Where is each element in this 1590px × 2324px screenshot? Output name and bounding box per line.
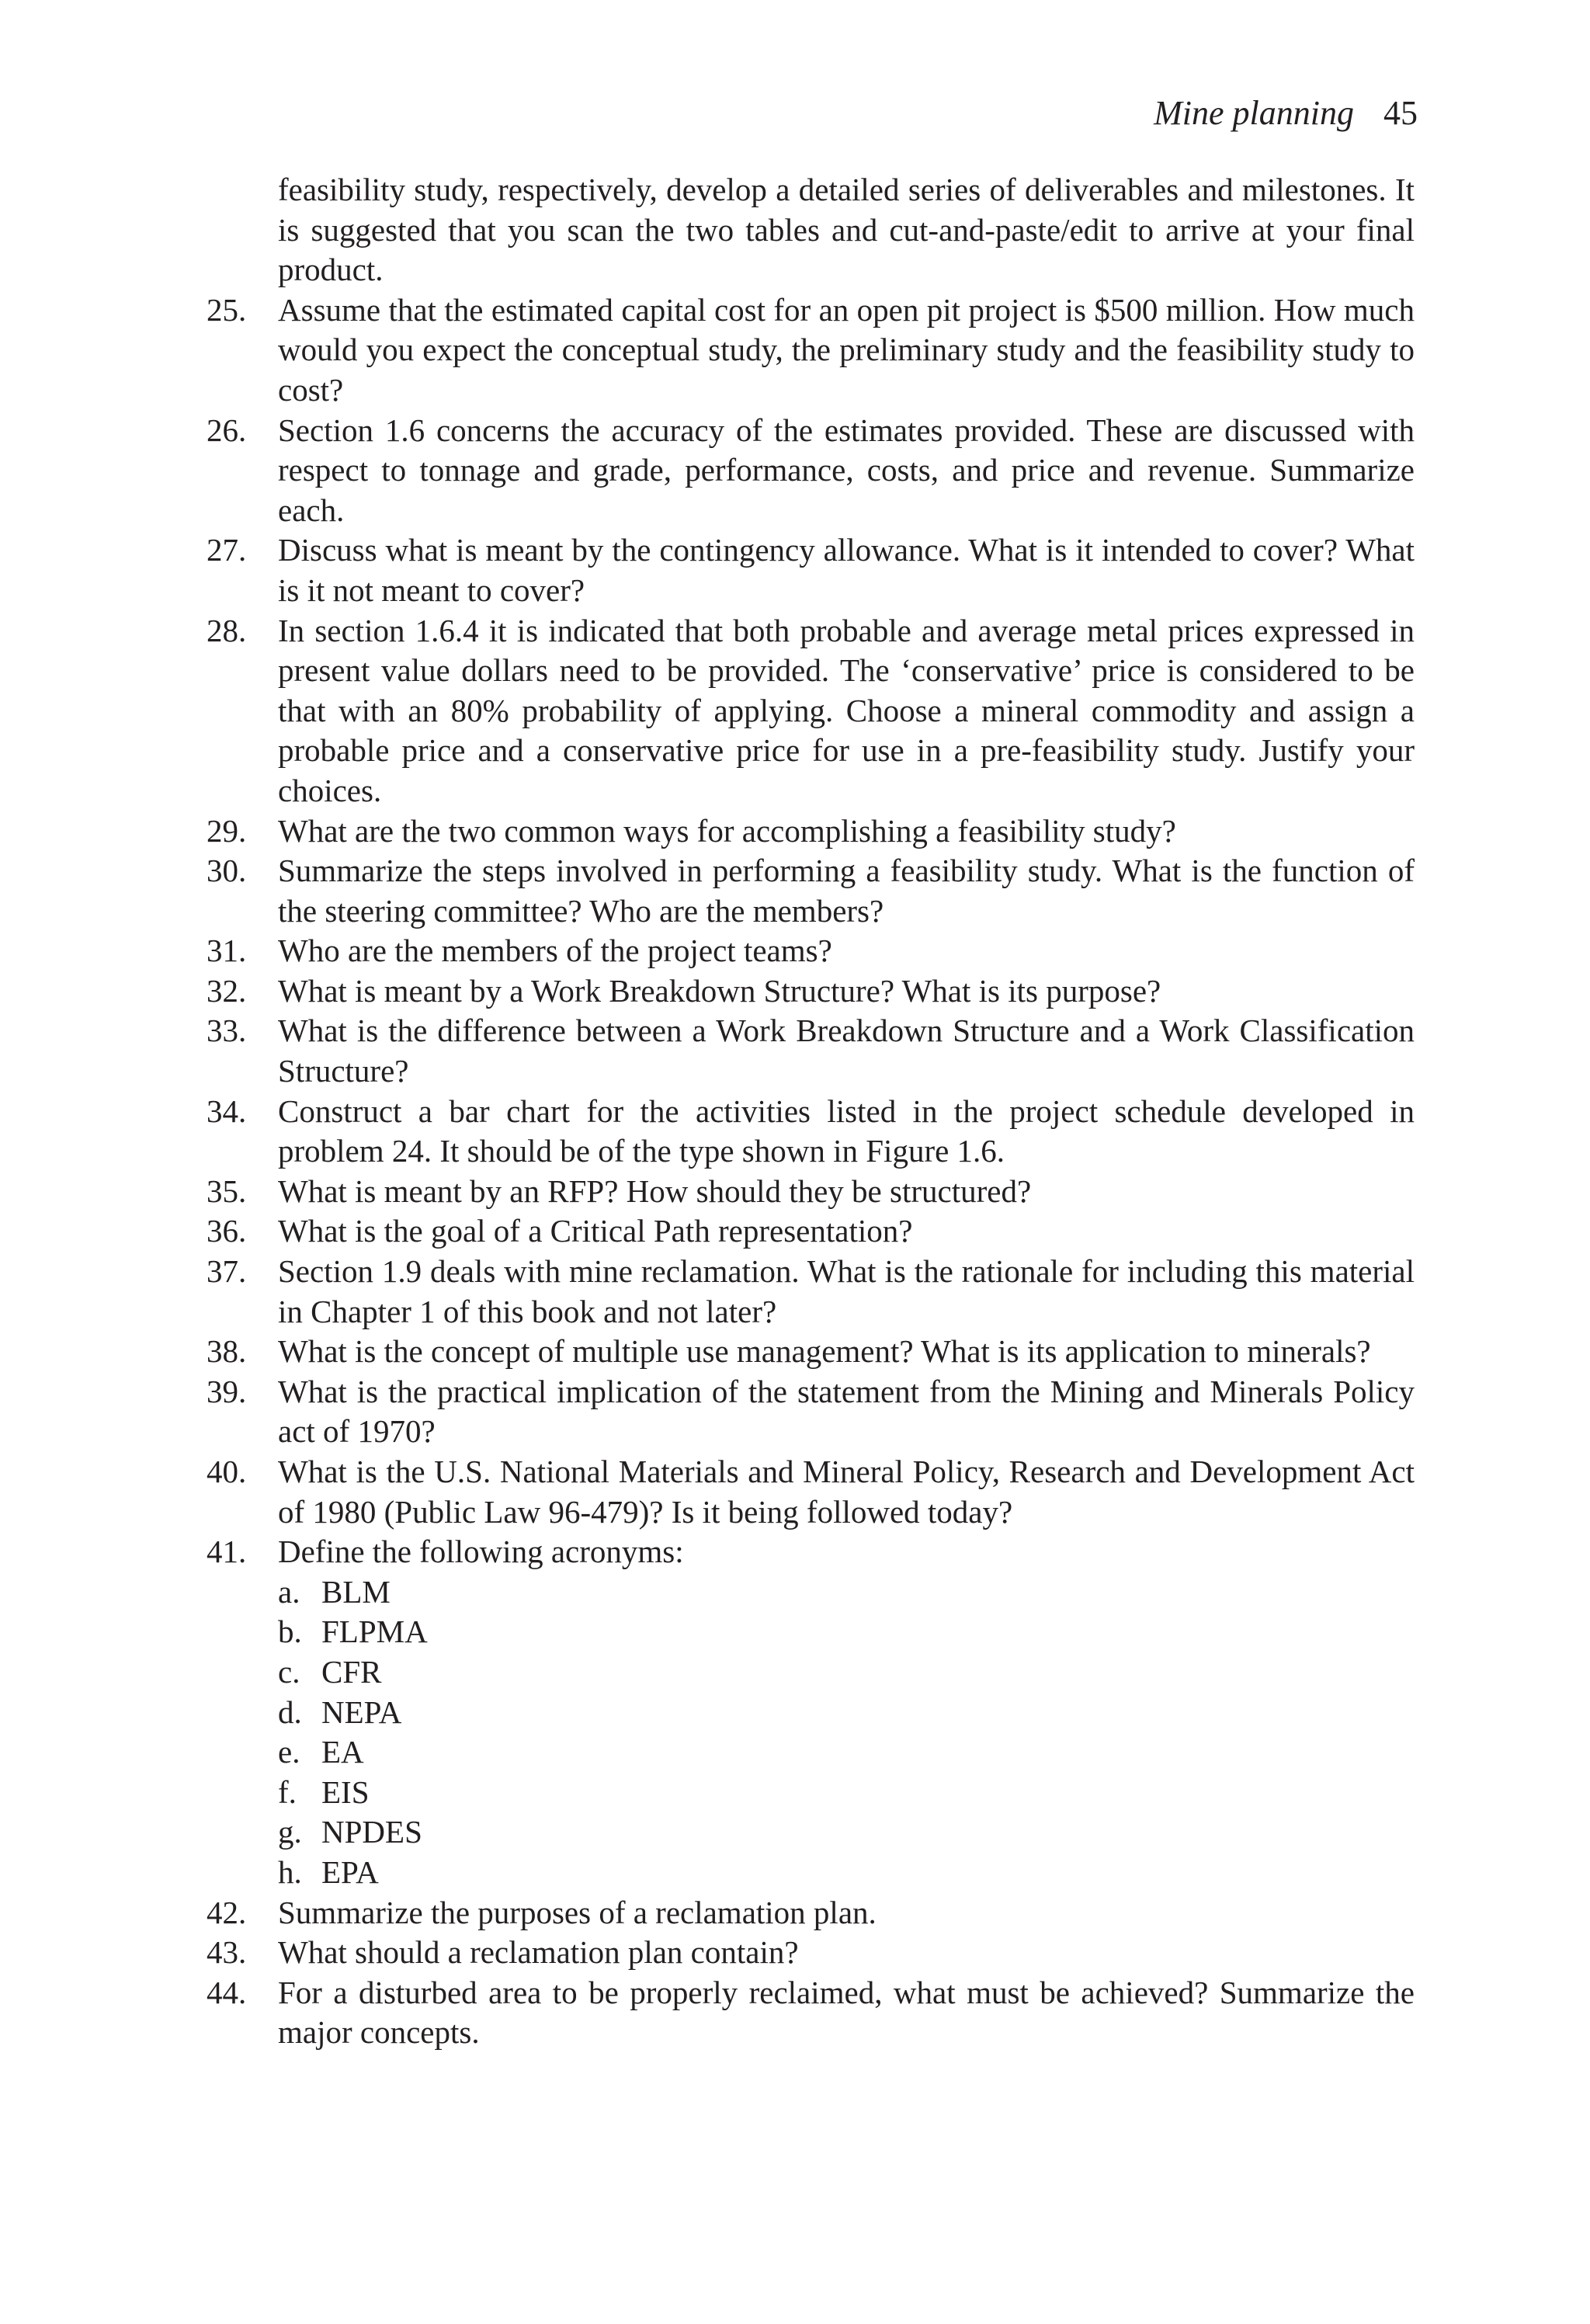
question-item [207,1933,1415,1973]
acronym-letter: c. [278,1653,300,1690]
question-number: 27. [207,532,247,568]
question-number: 34. [207,1093,247,1129]
acronym-letter: h. [278,1853,302,1890]
question-item [207,1332,1415,1372]
running-title: Mine planning [1154,94,1354,132]
question-text: What are the two common ways for accomplishing a feasibility study? [278,812,1176,849]
question-item [207,530,1415,610]
question-number: 31. [207,933,247,969]
question-item [207,1172,1415,1212]
continuation-paragraph: feasibility study, respectively, develop a detailed series of deliverables and milestones. It is suggested that you scan the two tables and cut-and-paste/edit to arrive at your final product. [278,172,1415,288]
question-item [207,811,1415,852]
question-item [207,1372,1415,1452]
question-item [207,611,1415,811]
acronym-item [278,1853,1415,1893]
question-text: For a disturbed area to be properly reclaimed, what must be achieved? Summarize the major concepts. [278,1974,1415,2051]
acronym-list [278,1572,1415,1893]
acronym-text: BLM [321,1573,391,1610]
question-number: 29. [207,812,247,849]
question-number: 30. [207,853,247,889]
question-number: 36. [207,1213,247,1249]
acronym-item [278,1732,1415,1773]
question-item [207,851,1415,931]
acronym-item [278,1693,1415,1733]
question-text: What is meant by an RFP? How should they be structured? [278,1172,1032,1209]
question-number: 26. [207,412,247,448]
acronym-letter: b. [278,1614,302,1650]
question-text: Summarize the steps involved in performing a feasibility study. What is the function of the steering committee? Who are the members? [278,853,1415,929]
question-text: Construct a bar chart for the activities listed in the project schedule developed in problem 24. It should be of the type shown in Figure 1.6. [278,1093,1415,1169]
question-item [207,1452,1415,1532]
page-body [207,170,1415,2053]
question-list [207,290,1415,2053]
question-item [207,290,1415,411]
question-number: 33. [207,1013,247,1049]
question-text: What is the U.S. National Materials and Mineral Policy, Research and Development Act of 1980 (Public Law 96-479)? Is it being followed today? [278,1454,1415,1530]
question-text: What is the concept of multiple use management? What is its application to minerals? [278,1333,1371,1370]
question-item [207,411,1415,531]
question-text: Assume that the estimated capital cost for an open pit project is $500 million. How much would you expect the conceptual study, the preliminary study and the feasibility study to cost? [278,291,1415,408]
acronym-letter: g. [278,1814,302,1850]
question-number: 37. [207,1253,247,1290]
question-item [207,1893,1415,1933]
question-text: What is the difference between a Work Breakdown Structure and a Work Classification Structure? [278,1013,1415,1089]
acronym-letter: e. [278,1734,300,1770]
question-text: Section 1.9 deals with mine reclamation. What is the rationale for including this material in Chapter 1 of this book and not later? [278,1253,1415,1329]
acronym-text: EA [321,1734,364,1770]
question-number: 25. [207,291,247,328]
question-number: 44. [207,1974,247,2010]
question-item [207,1973,1415,2053]
question-item [207,1211,1415,1252]
question-number: 35. [207,1172,247,1209]
acronym-letter: d. [278,1693,302,1730]
acronym-item [278,1812,1415,1853]
question-text: Summarize the purposes of a reclamation plan. [278,1894,877,1930]
acronym-text: EIS [321,1773,370,1810]
running-header [1154,90,1418,137]
question-text: Section 1.6 concerns the accuracy of the estimates provided. These are discussed with respect to tonnage and grade, performance, costs, and price and revenue. Summarize each. [278,412,1415,528]
question-item [207,1092,1415,1172]
question-text: Define the following acronyms: [278,1534,684,1570]
acronym-item [278,1612,1415,1652]
question-text: What is the goal of a Critical Path representation? [278,1213,913,1249]
question-text: Discuss what is meant by the contingency allowance. What is it intended to cover? What is it not meant to cover? [278,532,1415,608]
acronym-text: EPA [321,1853,379,1890]
acronym-text: CFR [321,1653,382,1690]
question-text: What is meant by a Work Breakdown Structure? What is its purpose? [278,972,1161,1009]
question-number: 28. [207,612,247,648]
question-text: Who are the members of the project teams? [278,933,832,969]
question-item [207,1532,1415,1892]
question-text: What should a reclamation plan contain? [278,1934,799,1971]
question-item [207,1252,1415,1332]
question-number: 38. [207,1333,247,1370]
question-number: 32. [207,972,247,1009]
acronym-text: FLPMA [321,1614,428,1650]
question-number: 40. [207,1454,247,1489]
question-text: What is the practical implication of the statement from the Mining and Minerals Policy act of 1970? [278,1373,1415,1450]
acronym-letter: f. [278,1773,297,1810]
acronym-item [278,1572,1415,1613]
acronym-letter: a. [278,1573,300,1610]
acronym-text: NEPA [321,1693,402,1730]
acronym-item [278,1773,1415,1813]
question-number: 41. [207,1534,247,1570]
page-number: 45 [1383,94,1418,132]
question-text: In section 1.6.4 it is indicated that both probable and average metal prices expressed in present value dollars need to be provided. The ‘conservative’ price is considered to be that with an 80% probability of applying. Choose a mineral commodity and assign a probable price and a conservative price for use in a pre-feasibility study. Justify your choices. [278,612,1415,808]
question-item [207,931,1415,971]
question-number: 39. [207,1373,247,1409]
question-number: 43. [207,1934,247,1971]
question-number: 42. [207,1894,247,1930]
question-item [207,971,1415,1012]
acronym-text: NPDES [321,1814,422,1850]
question-item [207,1011,1415,1091]
acronym-item [278,1652,1415,1693]
